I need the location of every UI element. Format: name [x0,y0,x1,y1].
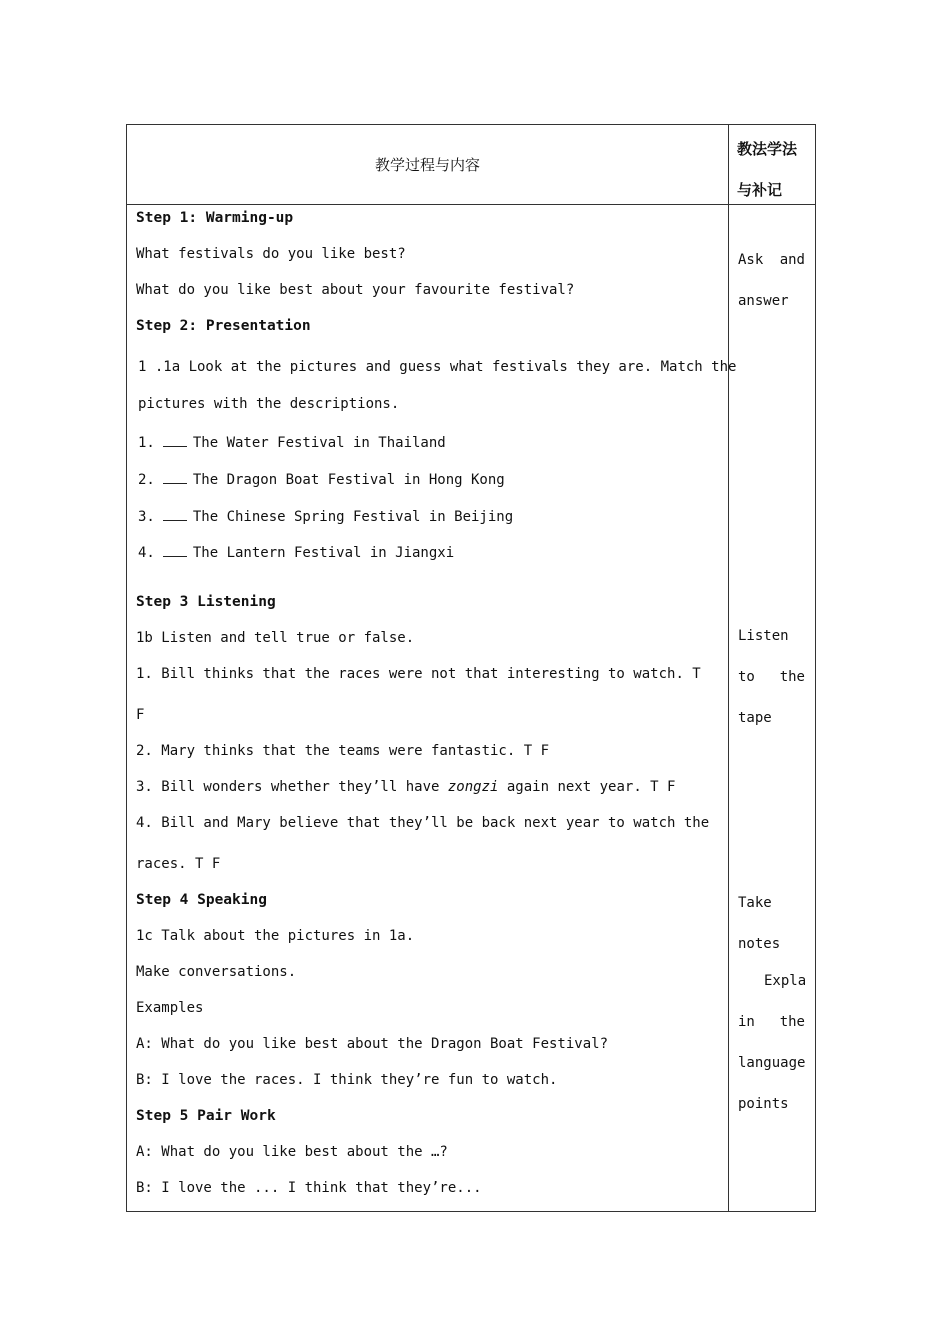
side-header-line2: 与补记 [737,181,783,199]
step2-title: Step 2: Presentation [136,318,311,334]
step4-title: Step 4 Speaking [136,892,267,908]
answer-blank [163,507,187,521]
note-points: points [738,1096,789,1112]
answer-blank [163,543,187,557]
note-take: Take [738,895,772,911]
pair-line-b: B: I love the ... I think that they’re... [136,1180,482,1196]
note-ask-and [738,251,805,269]
step1-question-1: What festivals do you like best? [136,246,406,262]
note-notes: notes [738,936,781,952]
side-header-line1: 教法学法 [737,140,798,158]
pair-line-a: A: What do you like best about the …? [136,1144,448,1160]
match-item-number: 1. [138,435,155,451]
match-item [138,507,513,526]
step3-instruction: 1b Listen and tell true or false. [136,630,415,646]
tf3-italic-word: zongzi [447,779,499,795]
answer-blank [163,433,187,447]
match-item-text: The Lantern Festival in Jiangxi [192,545,455,561]
main-column-header: 教学过程与内容 [374,156,480,174]
note-word: the [779,669,805,685]
note-word: and [779,252,805,268]
match-item-number: 2. [138,472,155,488]
note-in-the [738,1013,805,1031]
examples-label: Examples [136,1000,204,1016]
step1-question-2: What do you like best about your favourite festival? [136,282,575,298]
tf3-text-pre: 3. Bill wonders whether they’ll have [136,779,448,795]
note-tape: tape [738,710,772,726]
match-item-text: The Water Festival in Thailand [192,435,446,451]
match-item-number: 3. [138,509,155,525]
step4-make-conversations: Make conversations. [136,964,297,980]
header-divider [127,204,815,205]
column-divider [728,125,729,1211]
step3-title: Step 3 Listening [136,594,276,610]
match-item-text: The Chinese Spring Festival in Beijing [192,509,514,525]
note-answer: answer [738,293,789,309]
tf-statement-2: 2. Mary thinks that the teams were fantastic. T F [136,743,550,759]
tf-statement-4: 4. Bill and Mary believe that they’ll be back next year to watch the [136,815,710,831]
note-expla: Expla [764,973,807,989]
note-word: the [779,1014,805,1030]
tf-statement-3 [136,778,675,796]
step5-title: Step 5 Pair Work [136,1108,276,1124]
step2-instruction-line2: pictures with the descriptions. [138,396,400,412]
step4-instruction: 1c Talk about the pictures in 1a. [136,928,415,944]
note-word: Ask [738,252,764,268]
note-language: language [738,1055,806,1071]
match-item-text: The Dragon Boat Festival in Hong Kong [192,472,505,488]
step2-instruction-line1: 1 .1a Look at the pictures and guess what festivals they are. Match the [138,359,737,375]
example-line-b: B: I love the races. I think they’re fun to watch. [136,1072,558,1088]
note-word: to [738,669,755,685]
answer-blank [163,470,187,484]
match-item [138,543,454,562]
example-line-a: A: What do you like best about the Dragon Boat Festival? [136,1036,609,1052]
tf-statement-4-cont: races. T F [136,856,221,872]
step1-title: Step 1: Warming-up [136,210,294,226]
note-listen: Listen [738,628,789,644]
side-column-header [737,129,813,211]
match-item [138,433,446,452]
match-item-number: 4. [138,545,155,561]
tf-statement-1-cont: F [136,707,145,723]
lesson-table [126,124,816,1212]
tf-statement-1: 1. Bill thinks that the races were not that interesting to watch. T [136,666,701,682]
note-to-the [738,668,805,686]
note-word: in [738,1014,755,1030]
tf3-text-post: again next year. T F [498,779,676,795]
match-item [138,470,505,489]
